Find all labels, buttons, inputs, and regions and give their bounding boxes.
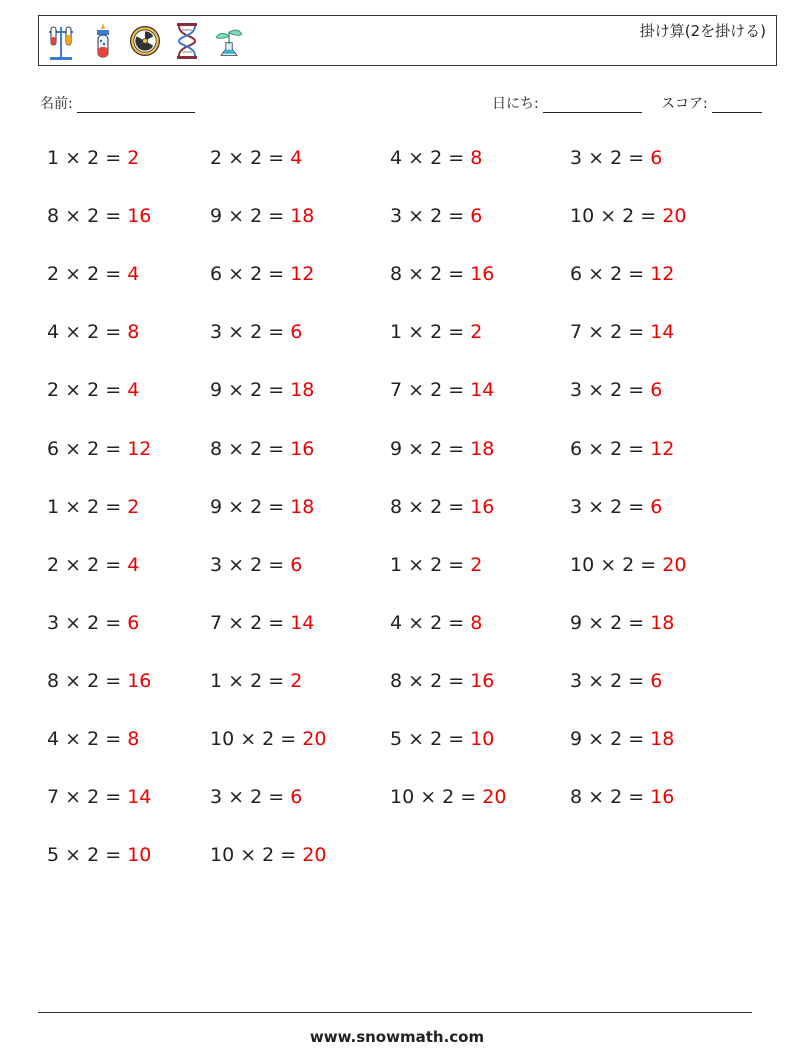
date-blank-line[interactable]	[543, 98, 642, 113]
problem-question: 4 × 2 =	[390, 612, 471, 634]
problem-question: 7 × 2 =	[47, 786, 128, 808]
problem-item	[570, 496, 662, 518]
problem-answer: 20	[482, 786, 507, 808]
problem-question: 1 × 2 =	[47, 496, 128, 518]
problem-question: 9 × 2 =	[390, 438, 471, 460]
problem-answer: 6	[650, 496, 663, 518]
problem-item	[210, 147, 302, 169]
problem-item	[47, 612, 139, 634]
problem-question: 7 × 2 =	[210, 612, 291, 634]
problem-question: 6 × 2 =	[210, 263, 291, 285]
date-label: 日にち:	[492, 96, 539, 112]
problem-item	[47, 844, 151, 866]
problem-question: 10 × 2 =	[390, 786, 483, 808]
problem-question: 10 × 2 =	[210, 728, 303, 750]
problem-item	[390, 263, 494, 285]
problem-answer: 16	[127, 670, 152, 692]
problem-answer: 20	[302, 844, 327, 866]
problem-question: 1 × 2 =	[390, 554, 471, 576]
problem-answer: 16	[650, 786, 675, 808]
problem-question: 2 × 2 =	[47, 263, 128, 285]
problem-answer: 16	[470, 263, 495, 285]
problem-answer: 6	[650, 147, 663, 169]
problem-item	[570, 612, 674, 634]
problem-answer: 20	[662, 205, 687, 227]
problem-answer: 2	[470, 554, 483, 576]
problem-answer: 18	[650, 612, 675, 634]
problem-question: 9 × 2 =	[210, 205, 291, 227]
problem-item	[47, 554, 139, 576]
radiation-icon	[129, 20, 161, 62]
problem-answer: 16	[290, 438, 315, 460]
name-blank-line[interactable]	[77, 98, 195, 113]
problem-question: 8 × 2 =	[390, 496, 471, 518]
problem-answer: 10	[127, 844, 152, 866]
problem-question: 5 × 2 =	[390, 728, 471, 750]
problem-question: 3 × 2 =	[570, 496, 651, 518]
problem-item	[47, 147, 139, 169]
problem-question: 3 × 2 =	[570, 147, 651, 169]
problem-question: 8 × 2 =	[47, 205, 128, 227]
problem-answer: 6	[290, 554, 303, 576]
problem-question: 4 × 2 =	[47, 321, 128, 343]
problem-question: 7 × 2 =	[390, 379, 471, 401]
problem-question: 10 × 2 =	[210, 844, 303, 866]
problem-question: 8 × 2 =	[210, 438, 291, 460]
problem-item	[570, 438, 674, 460]
problem-answer: 20	[302, 728, 327, 750]
problem-item	[47, 728, 139, 750]
problem-answer: 6	[470, 205, 483, 227]
problem-question: 3 × 2 =	[390, 205, 471, 227]
dna-icon	[171, 20, 203, 62]
problem-item	[390, 786, 506, 808]
problem-answer: 8	[127, 321, 140, 343]
problem-item	[210, 844, 326, 866]
problem-item	[210, 263, 314, 285]
problem-answer: 12	[290, 263, 315, 285]
problem-question: 9 × 2 =	[210, 379, 291, 401]
name-field	[40, 93, 195, 113]
problem-item	[570, 786, 674, 808]
problem-answer: 18	[290, 379, 315, 401]
problem-item	[210, 612, 314, 634]
problem-item	[210, 321, 302, 343]
problem-answer: 12	[650, 263, 675, 285]
problem-question: 9 × 2 =	[210, 496, 291, 518]
problem-question: 6 × 2 =	[570, 438, 651, 460]
problem-item	[210, 205, 314, 227]
problem-question: 8 × 2 =	[47, 670, 128, 692]
score-field	[661, 93, 762, 113]
problem-item	[390, 496, 494, 518]
score-blank-line[interactable]	[712, 98, 762, 113]
problem-answer: 2	[470, 321, 483, 343]
problem-question: 5 × 2 =	[47, 844, 128, 866]
problem-answer: 4	[290, 147, 303, 169]
problem-question: 3 × 2 =	[210, 786, 291, 808]
problem-answer: 18	[290, 496, 315, 518]
problem-item	[390, 728, 494, 750]
problem-answer: 16	[127, 205, 152, 227]
problem-item	[210, 496, 314, 518]
problem-item	[210, 786, 302, 808]
problem-answer: 4	[127, 379, 140, 401]
problem-item	[47, 496, 139, 518]
problem-item	[390, 612, 482, 634]
problem-item	[210, 554, 302, 576]
problem-answer: 12	[650, 438, 675, 460]
problem-answer: 8	[470, 147, 483, 169]
problem-item	[570, 263, 674, 285]
problem-question: 3 × 2 =	[210, 321, 291, 343]
problem-answer: 2	[127, 147, 140, 169]
problem-question: 1 × 2 =	[390, 321, 471, 343]
problem-item	[570, 554, 686, 576]
problem-question: 8 × 2 =	[390, 263, 471, 285]
score-label: スコア:	[661, 96, 708, 112]
problem-item	[47, 205, 151, 227]
problem-item	[570, 379, 662, 401]
problem-answer: 16	[470, 496, 495, 518]
problem-item	[570, 147, 662, 169]
problem-item	[390, 554, 482, 576]
problem-question: 8 × 2 =	[390, 670, 471, 692]
problem-question: 9 × 2 =	[570, 612, 651, 634]
problem-item	[47, 263, 139, 285]
problem-question: 3 × 2 =	[47, 612, 128, 634]
icon-strip	[45, 20, 245, 62]
test-tubes-stand-icon	[45, 20, 77, 62]
problem-question: 1 × 2 =	[47, 147, 128, 169]
problem-answer: 18	[650, 728, 675, 750]
problem-item	[390, 205, 482, 227]
problem-item	[570, 728, 674, 750]
problem-answer: 18	[290, 205, 315, 227]
problem-question: 3 × 2 =	[210, 554, 291, 576]
problem-item	[570, 205, 686, 227]
problem-item	[47, 786, 151, 808]
problem-item	[570, 670, 662, 692]
problem-answer: 14	[290, 612, 315, 634]
problem-answer: 2	[290, 670, 303, 692]
problem-item	[47, 321, 139, 343]
problem-question: 7 × 2 =	[570, 321, 651, 343]
problem-question: 4 × 2 =	[390, 147, 471, 169]
problem-item	[210, 728, 326, 750]
problem-answer: 4	[127, 554, 140, 576]
footer-divider	[38, 1012, 752, 1013]
problem-answer: 10	[470, 728, 495, 750]
problem-question: 10 × 2 =	[570, 205, 663, 227]
problem-question: 1 × 2 =	[210, 670, 291, 692]
problem-question: 6 × 2 =	[47, 438, 128, 460]
problem-question: 4 × 2 =	[47, 728, 128, 750]
problem-answer: 6	[650, 670, 663, 692]
problem-item	[47, 670, 151, 692]
worksheet-header	[38, 15, 777, 66]
problem-item	[47, 438, 151, 460]
date-field	[492, 93, 642, 113]
problem-question: 8 × 2 =	[570, 786, 651, 808]
problem-item	[210, 670, 302, 692]
problem-answer: 6	[290, 321, 303, 343]
problem-answer: 6	[290, 786, 303, 808]
problem-question: 3 × 2 =	[570, 379, 651, 401]
problem-item	[47, 379, 139, 401]
problem-item	[210, 379, 314, 401]
problem-question: 3 × 2 =	[570, 670, 651, 692]
problem-answer: 14	[127, 786, 152, 808]
problem-question: 9 × 2 =	[570, 728, 651, 750]
problem-answer: 4	[127, 263, 140, 285]
problem-answer: 12	[127, 438, 152, 460]
problem-item	[390, 147, 482, 169]
problem-answer: 18	[470, 438, 495, 460]
problem-item	[570, 321, 674, 343]
problem-answer: 6	[127, 612, 140, 634]
problem-answer: 6	[650, 379, 663, 401]
problem-item	[390, 321, 482, 343]
problem-item	[210, 438, 314, 460]
problem-answer: 14	[470, 379, 495, 401]
problem-item	[390, 379, 494, 401]
problem-question: 2 × 2 =	[47, 554, 128, 576]
problem-question: 2 × 2 =	[47, 379, 128, 401]
footer-url: www.snowmath.com	[309, 1028, 485, 1046]
problem-question: 10 × 2 =	[570, 554, 663, 576]
problem-question: 2 × 2 =	[210, 147, 291, 169]
name-label: 名前:	[40, 96, 73, 112]
problem-answer: 8	[127, 728, 140, 750]
problem-answer: 8	[470, 612, 483, 634]
worksheet-title: 掛け算(2を掛ける)	[639, 22, 766, 40]
problem-item	[390, 438, 494, 460]
problem-answer: 16	[470, 670, 495, 692]
problem-answer: 14	[650, 321, 675, 343]
plant-flask-icon	[213, 20, 245, 62]
problem-question: 6 × 2 =	[570, 263, 651, 285]
test-tube-icon	[87, 20, 119, 62]
problem-item	[390, 670, 494, 692]
problem-answer: 20	[662, 554, 687, 576]
problem-answer: 2	[127, 496, 140, 518]
